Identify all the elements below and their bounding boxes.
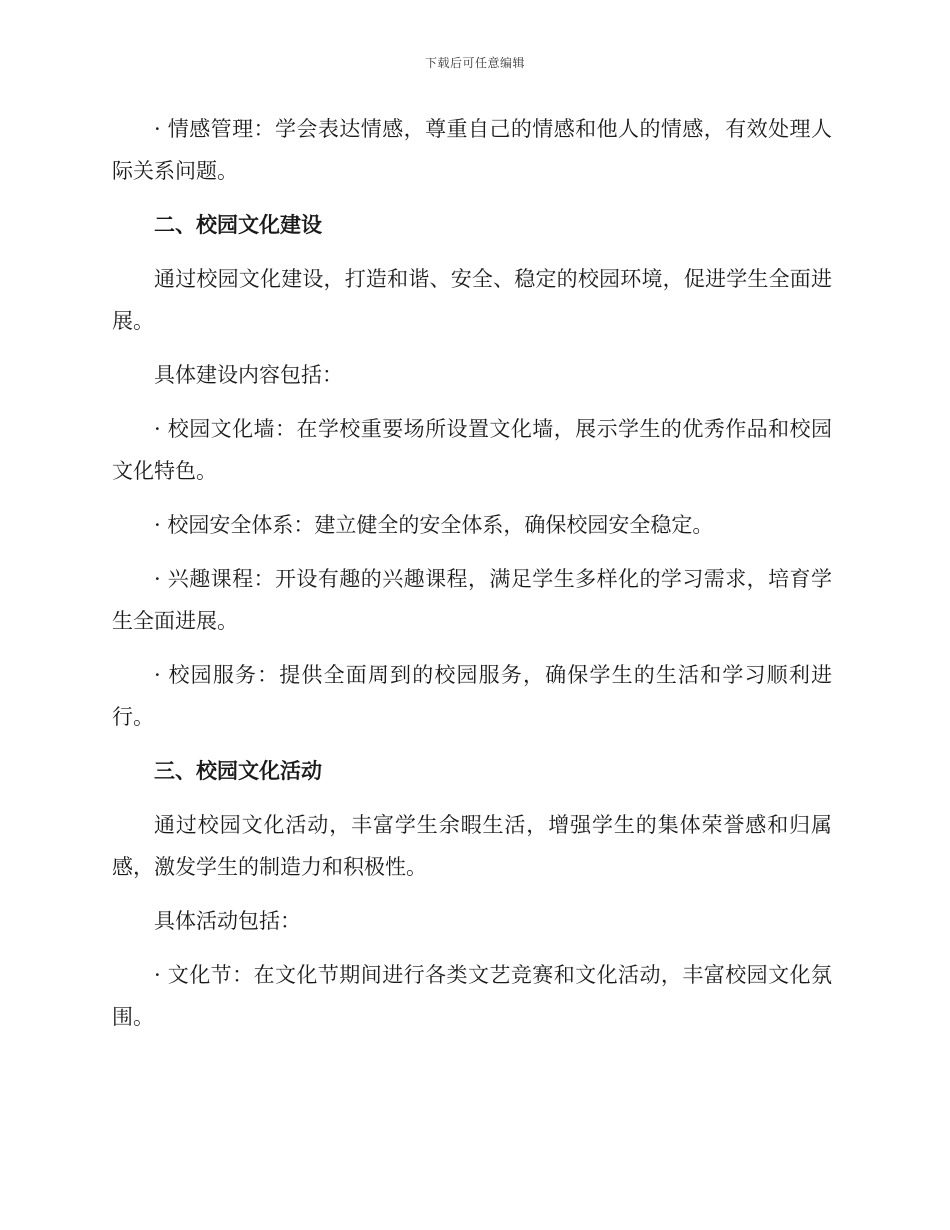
section-heading-campus-culture-activities: 三、校园文化活动 bbox=[154, 759, 322, 783]
section-heading-campus-culture-construction: 二、校园文化建设 bbox=[154, 213, 322, 237]
page-header: 下载后可任意编辑 bbox=[424, 56, 525, 70]
bullet-emotion-management: · 情感管理：学会表达情感，尊重自己的情感和他人的情感，有效处理人际关系问题。 bbox=[112, 117, 832, 183]
document-body bbox=[112, 108, 832, 1050]
paragraph-activities-intro: 通过校园文化活动，丰富学生余暇生活，增强学生的集体荣誉感和归属感，激发学生的制造力和积极性。 bbox=[112, 813, 832, 879]
paragraph-activities-items-lead: 具体活动包括： bbox=[154, 909, 301, 933]
bullet-safety-system: · 校园安全体系：建立健全的安全体系，确保校园安全稳定。 bbox=[154, 513, 714, 537]
bullet-campus-services: · 校园服务：提供全面周到的校园服务，确保学生的生活和学习顺利进行。 bbox=[112, 663, 832, 729]
paragraph-construction-items-lead: 具体建设内容包括： bbox=[154, 363, 343, 387]
bullet-interest-courses: · 兴趣课程：开设有趣的兴趣课程，满足学生多样化的学习需求，培育学生全面进展。 bbox=[112, 567, 832, 633]
paragraph-construction-intro: 通过校园文化建设，打造和谐、安全、稳定的校园环境，促进学生全面进展。 bbox=[112, 267, 832, 333]
bullet-culture-festival: · 文化节：在文化节期间进行各类文艺竞赛和文化活动，丰富校园文化氛围。 bbox=[112, 963, 832, 1029]
bullet-culture-wall: · 校园文化墙：在学校重要场所设置文化墙，展示学生的优秀作品和校园文化特色。 bbox=[112, 417, 832, 483]
